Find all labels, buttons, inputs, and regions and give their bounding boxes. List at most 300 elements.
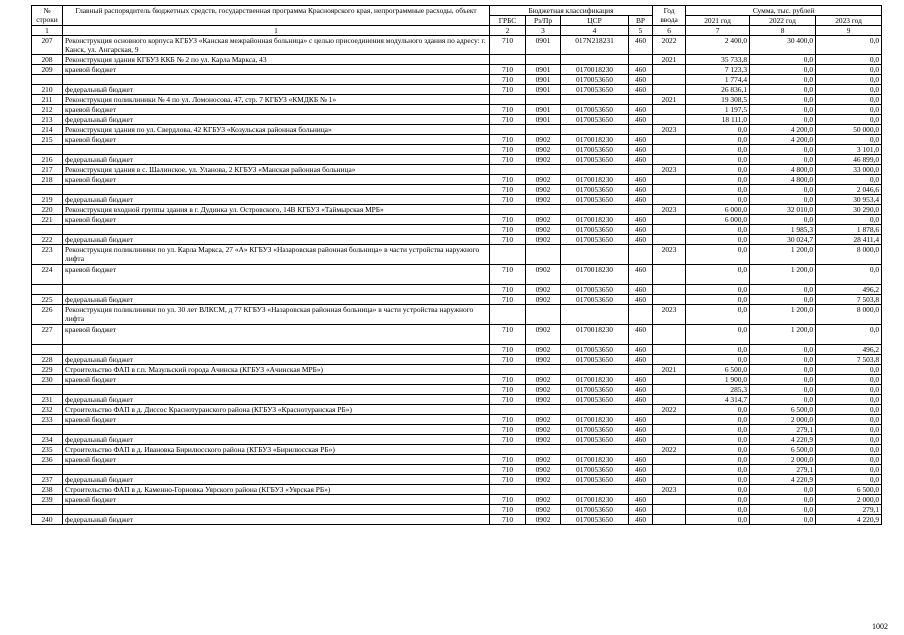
rzpr-cell: 0902 xyxy=(526,185,561,195)
sum-2021-cell: 6 500,0 xyxy=(686,365,750,375)
table-row xyxy=(32,55,882,65)
sum-2021-cell: 0,0 xyxy=(686,325,750,345)
rzpr-cell: 0901 xyxy=(526,115,561,125)
year-2021-header: 2021 год xyxy=(686,16,750,26)
object-name: федеральный бюджет xyxy=(63,395,490,405)
year-cell xyxy=(653,475,686,485)
row-number: 210 xyxy=(32,85,63,95)
csr-cell xyxy=(561,365,629,375)
sum-2021-cell: 2 400,0 xyxy=(686,36,750,55)
year-cell xyxy=(653,465,686,475)
rzpr-header: Рз/Пр xyxy=(526,16,561,26)
vr-cell: 460 xyxy=(629,515,653,525)
column-number-row xyxy=(32,26,882,36)
rzpr-cell: 0902 xyxy=(526,155,561,165)
table-row xyxy=(32,295,882,305)
sum-2021-cell: 0,0 xyxy=(686,355,750,365)
object-name: краевой бюджет xyxy=(63,415,490,425)
row-number xyxy=(32,465,63,475)
year-cell xyxy=(653,385,686,395)
csr-cell xyxy=(561,95,629,105)
rzpr-cell xyxy=(526,305,561,325)
object-name-header: Главный распорядитель бюджетных средств, государственная программа Красноярского края, непрограммные расходы, объект xyxy=(63,6,490,26)
year-cell xyxy=(653,75,686,85)
table-row xyxy=(32,115,882,125)
sum-2022-cell: 0,0 xyxy=(750,115,816,125)
object-name: Реконструкция поликлиники по ул. Карла Маркса, 27 «А» КГБУЗ «Назаровская районная больница» в части устройства наружного лифта xyxy=(63,245,490,265)
year-cell xyxy=(653,325,686,345)
csr-cell: 0170018230 xyxy=(561,65,629,75)
rzpr-cell xyxy=(526,205,561,215)
object-name: краевой бюджет xyxy=(63,455,490,465)
grbs-cell: 710 xyxy=(490,415,526,425)
grbs-cell: 710 xyxy=(490,395,526,405)
csr-cell: 0170053650 xyxy=(561,475,629,485)
year-cell xyxy=(653,265,686,285)
grbs-cell xyxy=(490,245,526,265)
sum-2022-cell: 6 500,0 xyxy=(750,445,816,455)
budget-table xyxy=(31,5,882,525)
sum-2021-cell: 0,0 xyxy=(686,475,750,485)
vr-cell: 460 xyxy=(629,145,653,155)
object-name xyxy=(63,225,490,235)
grbs-cell xyxy=(490,125,526,135)
object-name xyxy=(63,465,490,475)
sum-2022-cell: 1 200,0 xyxy=(750,305,816,325)
table-row xyxy=(32,65,882,75)
sum-2021-cell: 7 123,3 xyxy=(686,65,750,75)
year-cell xyxy=(653,395,686,405)
rzpr-cell: 0902 xyxy=(526,395,561,405)
table-row xyxy=(32,475,882,485)
sum-2021-cell: 18 111,0 xyxy=(686,115,750,125)
rzpr-cell: 0902 xyxy=(526,465,561,475)
column-number: 2 xyxy=(490,26,526,36)
row-number: 229 xyxy=(32,365,63,375)
rzpr-cell: 0901 xyxy=(526,85,561,95)
vr-cell: 460 xyxy=(629,395,653,405)
table-row xyxy=(32,505,882,515)
csr-cell: 0170053650 xyxy=(561,435,629,445)
object-name xyxy=(63,385,490,395)
csr-cell: 0170053650 xyxy=(561,515,629,525)
sum-2023-cell: 0,0 xyxy=(816,65,882,75)
row-number: 213 xyxy=(32,115,63,125)
grbs-cell: 710 xyxy=(490,115,526,125)
table-row xyxy=(32,225,882,235)
grbs-cell: 710 xyxy=(490,475,526,485)
year-cell xyxy=(653,425,686,435)
csr-cell xyxy=(561,245,629,265)
grbs-cell: 710 xyxy=(490,265,526,285)
column-number: 1 xyxy=(32,26,63,36)
sum-2021-cell: 0,0 xyxy=(686,195,750,205)
rzpr-cell xyxy=(526,365,561,375)
year-cell: 2022 xyxy=(653,405,686,415)
grbs-cell xyxy=(490,305,526,325)
table-row xyxy=(32,305,882,325)
page-number: 1002 xyxy=(872,622,888,631)
csr-cell: 0170053650 xyxy=(561,195,629,205)
rzpr-cell xyxy=(526,165,561,175)
column-number: 4 xyxy=(561,26,629,36)
vr-cell: 460 xyxy=(629,105,653,115)
sum-2022-cell: 0,0 xyxy=(750,65,816,75)
grbs-cell: 710 xyxy=(490,235,526,245)
csr-cell xyxy=(561,55,629,65)
sum-2021-cell: 0,0 xyxy=(686,245,750,265)
vr-cell: 460 xyxy=(629,465,653,475)
sum-2023-cell: 0,0 xyxy=(816,455,882,465)
year-cell xyxy=(653,225,686,235)
vr-cell: 460 xyxy=(629,505,653,515)
sum-2023-cell: 46 899,0 xyxy=(816,155,882,165)
csr-cell: 0170018230 xyxy=(561,265,629,285)
column-number: 7 xyxy=(686,26,750,36)
year-cell xyxy=(653,175,686,185)
row-number: 221 xyxy=(32,215,63,225)
rzpr-cell: 0902 xyxy=(526,435,561,445)
object-name: Строительство ФАП в д. Каменно-Горновка Уярского района (КГБУЗ «Уярская РБ») xyxy=(63,485,490,495)
sum-2021-cell: 0,0 xyxy=(686,415,750,425)
sum-2023-cell: 0,0 xyxy=(816,375,882,385)
year-cell: 2023 xyxy=(653,485,686,495)
sum-2023-cell: 4 220,9 xyxy=(816,515,882,525)
sum-2021-cell: 285,3 xyxy=(686,385,750,395)
sum-2022-cell: 0,0 xyxy=(750,375,816,385)
table-row xyxy=(32,355,882,365)
row-number xyxy=(32,75,63,85)
year-cell xyxy=(653,505,686,515)
object-name xyxy=(63,185,490,195)
sum-2022-cell: 0,0 xyxy=(750,515,816,525)
sum-2022-cell: 4 200,0 xyxy=(750,135,816,145)
row-number xyxy=(32,385,63,395)
table-row xyxy=(32,195,882,205)
vr-cell: 460 xyxy=(629,175,653,185)
table-row xyxy=(32,75,882,85)
year-cell xyxy=(653,345,686,355)
sum-2022-cell: 0,0 xyxy=(750,55,816,65)
rzpr-cell: 0902 xyxy=(526,215,561,225)
row-number: 232 xyxy=(32,405,63,415)
sum-2023-cell: 496,2 xyxy=(816,285,882,295)
csr-cell: 0170053650 xyxy=(561,85,629,95)
grbs-cell: 710 xyxy=(490,515,526,525)
csr-cell: 0170053650 xyxy=(561,115,629,125)
vr-cell: 460 xyxy=(629,235,653,245)
sum-2022-cell: 0,0 xyxy=(750,345,816,355)
vr-cell xyxy=(629,245,653,265)
row-number: 211 xyxy=(32,95,63,105)
row-number: 235 xyxy=(32,445,63,455)
sum-2022-cell: 0,0 xyxy=(750,505,816,515)
grbs-cell: 710 xyxy=(490,325,526,345)
sum-2023-cell: 0,0 xyxy=(816,435,882,445)
vr-cell xyxy=(629,305,653,325)
sum-2022-cell: 0,0 xyxy=(750,485,816,495)
sum-2021-cell: 0,0 xyxy=(686,295,750,305)
rzpr-cell: 0902 xyxy=(526,385,561,395)
sum-2022-cell: 0,0 xyxy=(750,75,816,85)
sum-2023-cell: 0,0 xyxy=(816,395,882,405)
sum-2021-cell: 26 836,1 xyxy=(686,85,750,95)
sum-2022-cell: 30 400,0 xyxy=(750,36,816,55)
sum-2023-cell: 0,0 xyxy=(816,405,882,415)
grbs-cell: 710 xyxy=(490,215,526,225)
sum-2022-cell: 0,0 xyxy=(750,105,816,115)
sum-2023-cell: 0,0 xyxy=(816,105,882,115)
grbs-cell: 710 xyxy=(490,195,526,205)
year-2023-header: 2023 год xyxy=(816,16,882,26)
row-number: 209 xyxy=(32,65,63,75)
sum-2022-cell: 0,0 xyxy=(750,145,816,155)
object-name: Реконструкция входной группы здания в г. Дудинка ул. Островского, 14В КГБУЗ «Таймырская МРБ» xyxy=(63,205,490,215)
row-number: 230 xyxy=(32,375,63,385)
csr-cell xyxy=(561,165,629,175)
vr-cell: 460 xyxy=(629,355,653,365)
row-number xyxy=(32,225,63,235)
row-number: 236 xyxy=(32,455,63,465)
grbs-cell: 710 xyxy=(490,505,526,515)
grbs-cell: 710 xyxy=(490,145,526,155)
sum-2021-cell: 0,0 xyxy=(686,155,750,165)
csr-cell: 0170018230 xyxy=(561,215,629,225)
sum-2023-cell: 0,0 xyxy=(816,75,882,85)
grbs-header: ГРБС xyxy=(490,16,526,26)
object-name: федеральный бюджет xyxy=(63,195,490,205)
vr-cell: 460 xyxy=(629,345,653,355)
sum-2023-cell: 0,0 xyxy=(816,415,882,425)
sum-2021-cell: 0,0 xyxy=(686,165,750,175)
sum-2022-cell: 2 000,0 xyxy=(750,415,816,425)
table-row xyxy=(32,135,882,145)
grbs-cell: 710 xyxy=(490,105,526,115)
object-name: краевой бюджет xyxy=(63,325,490,345)
vr-cell: 460 xyxy=(629,215,653,225)
vr-cell xyxy=(629,365,653,375)
sum-2023-cell: 0,0 xyxy=(816,215,882,225)
csr-cell: 0170053650 xyxy=(561,285,629,295)
vr-cell: 460 xyxy=(629,295,653,305)
grbs-cell: 710 xyxy=(490,435,526,445)
grbs-cell xyxy=(490,405,526,415)
grbs-cell: 710 xyxy=(490,175,526,185)
grbs-cell xyxy=(490,165,526,175)
vr-header: ВР xyxy=(629,16,653,26)
year-cell: 2023 xyxy=(653,205,686,215)
sum-2023-cell: 0,0 xyxy=(816,55,882,65)
year-cell xyxy=(653,185,686,195)
year-cell xyxy=(653,495,686,505)
table-row xyxy=(32,145,882,155)
sum-2023-cell: 30 290,0 xyxy=(816,205,882,215)
table-row xyxy=(32,245,882,265)
vr-cell xyxy=(629,55,653,65)
sum-2021-cell: 4 314,7 xyxy=(686,395,750,405)
table-row xyxy=(32,185,882,195)
rzpr-cell: 0901 xyxy=(526,75,561,85)
vr-cell: 460 xyxy=(629,435,653,445)
sum-2022-cell: 32 010,0 xyxy=(750,205,816,215)
table-row xyxy=(32,325,882,345)
row-number: 223 xyxy=(32,245,63,265)
object-name: федеральный бюджет xyxy=(63,295,490,305)
rzpr-cell: 0901 xyxy=(526,65,561,75)
rzpr-cell: 0902 xyxy=(526,265,561,285)
csr-cell: 0170053650 xyxy=(561,505,629,515)
sum-2021-cell: 1 774,4 xyxy=(686,75,750,85)
table-row xyxy=(32,395,882,405)
year-intro-header: Год ввода xyxy=(653,6,686,26)
year-cell: 2023 xyxy=(653,125,686,135)
table-row xyxy=(32,235,882,245)
row-number-header: № строки xyxy=(32,6,63,26)
object-name: федеральный бюджет xyxy=(63,515,490,525)
row-number: 207 xyxy=(32,36,63,55)
object-name: краевой бюджет xyxy=(63,495,490,505)
grbs-cell xyxy=(490,365,526,375)
csr-cell: 0170053650 xyxy=(561,385,629,395)
year-cell xyxy=(653,355,686,365)
year-cell xyxy=(653,375,686,385)
sum-2022-cell: 0,0 xyxy=(750,95,816,105)
sum-2023-cell: 8 000,0 xyxy=(816,245,882,265)
csr-cell: 0170018230 xyxy=(561,375,629,385)
grbs-cell: 710 xyxy=(490,425,526,435)
csr-cell: 0170053650 xyxy=(561,395,629,405)
sum-2022-cell: 0,0 xyxy=(750,85,816,95)
table-row xyxy=(32,165,882,175)
rzpr-cell: 0902 xyxy=(526,425,561,435)
row-number: 228 xyxy=(32,355,63,365)
sum-2021-cell: 0,0 xyxy=(686,135,750,145)
rzpr-cell xyxy=(526,55,561,65)
grbs-cell: 710 xyxy=(490,375,526,385)
object-name xyxy=(63,425,490,435)
table-row xyxy=(32,435,882,445)
column-number: 6 xyxy=(653,26,686,36)
grbs-cell xyxy=(490,95,526,105)
object-name: краевой бюджет xyxy=(63,105,490,115)
table-header xyxy=(32,6,882,36)
csr-cell xyxy=(561,125,629,135)
row-number: 234 xyxy=(32,435,63,445)
sum-2023-cell: 0,0 xyxy=(816,135,882,145)
object-name: Реконструкция здания КГБУЗ ККБ № 2 по ул. Карла Маркса, 43 xyxy=(63,55,490,65)
sum-2022-cell: 279,1 xyxy=(750,425,816,435)
sum-2022-cell: 2 000,0 xyxy=(750,455,816,465)
grbs-cell: 710 xyxy=(490,285,526,295)
year-2022-header: 2022 год xyxy=(750,16,816,26)
csr-cell: 0170053650 xyxy=(561,345,629,355)
sum-2021-cell: 0,0 xyxy=(686,185,750,195)
sum-2022-cell: 1 200,0 xyxy=(750,265,816,285)
sum-2023-cell: 0,0 xyxy=(816,95,882,105)
rzpr-cell: 0902 xyxy=(526,515,561,525)
year-cell xyxy=(653,115,686,125)
year-cell xyxy=(653,105,686,115)
csr-cell: 0170053650 xyxy=(561,145,629,155)
csr-cell: 0170053650 xyxy=(561,425,629,435)
grbs-cell: 710 xyxy=(490,295,526,305)
csr-cell: 0170053650 xyxy=(561,465,629,475)
object-name: федеральный бюджет xyxy=(63,435,490,445)
year-cell xyxy=(653,155,686,165)
sum-2022-cell: 0,0 xyxy=(750,295,816,305)
vr-cell: 460 xyxy=(629,85,653,95)
csr-cell: 017N218231 xyxy=(561,36,629,55)
rzpr-cell: 0901 xyxy=(526,36,561,55)
vr-cell: 460 xyxy=(629,425,653,435)
grbs-cell: 710 xyxy=(490,355,526,365)
rzpr-cell: 0902 xyxy=(526,345,561,355)
vr-cell xyxy=(629,205,653,215)
table-row xyxy=(32,345,882,355)
rzpr-cell: 0902 xyxy=(526,505,561,515)
sum-2021-cell: 0,0 xyxy=(686,305,750,325)
object-name xyxy=(63,505,490,515)
vr-cell xyxy=(629,485,653,495)
column-number: 8 xyxy=(750,26,816,36)
table-row xyxy=(32,495,882,505)
row-number: 216 xyxy=(32,155,63,165)
sum-2023-cell: 0,0 xyxy=(816,85,882,95)
sum-2022-cell: 1 200,0 xyxy=(750,245,816,265)
row-number: 224 xyxy=(32,265,63,285)
table-row xyxy=(32,455,882,465)
grbs-cell: 710 xyxy=(490,65,526,75)
sum-2022-cell: 4 200,0 xyxy=(750,125,816,135)
grbs-cell xyxy=(490,485,526,495)
table-row xyxy=(32,85,882,95)
budget-classification-header: Бюджетная классификация xyxy=(490,6,653,16)
csr-cell: 0170053650 xyxy=(561,155,629,165)
rzpr-cell xyxy=(526,245,561,265)
row-number xyxy=(32,505,63,515)
sum-2022-cell: 0,0 xyxy=(750,365,816,375)
object-name xyxy=(63,345,490,355)
sum-2022-cell: 0,0 xyxy=(750,285,816,295)
table-row xyxy=(32,105,882,115)
sum-2021-cell: 6 000,0 xyxy=(686,215,750,225)
row-number xyxy=(32,285,63,295)
year-cell: 2023 xyxy=(653,305,686,325)
sum-2021-cell: 0,0 xyxy=(686,175,750,185)
sum-2021-cell: 0,0 xyxy=(686,225,750,235)
sum-2023-cell: 0,0 xyxy=(816,445,882,455)
sum-2021-cell: 0,0 xyxy=(686,345,750,355)
sum-2021-cell: 0,0 xyxy=(686,125,750,135)
row-number: 238 xyxy=(32,485,63,495)
object-name: краевой бюджет xyxy=(63,135,490,145)
sum-2022-cell: 0,0 xyxy=(750,395,816,405)
sum-2022-cell: 6 500,0 xyxy=(750,405,816,415)
vr-cell: 460 xyxy=(629,385,653,395)
sum-2023-cell: 0,0 xyxy=(816,425,882,435)
grbs-cell xyxy=(490,445,526,455)
year-cell: 2022 xyxy=(653,445,686,455)
object-name: Строительство ФАП в г.п. Мазульский города Ачинска (КГБУЗ «Ачинская МРБ») xyxy=(63,365,490,375)
sum-2022-cell: 4 220,9 xyxy=(750,475,816,485)
csr-cell xyxy=(561,305,629,325)
rzpr-cell: 0902 xyxy=(526,355,561,365)
year-cell xyxy=(653,65,686,75)
row-number: 225 xyxy=(32,295,63,305)
sum-2021-cell: 6 000,0 xyxy=(686,205,750,215)
grbs-cell: 710 xyxy=(490,75,526,85)
sum-2023-cell: 2 000,0 xyxy=(816,495,882,505)
